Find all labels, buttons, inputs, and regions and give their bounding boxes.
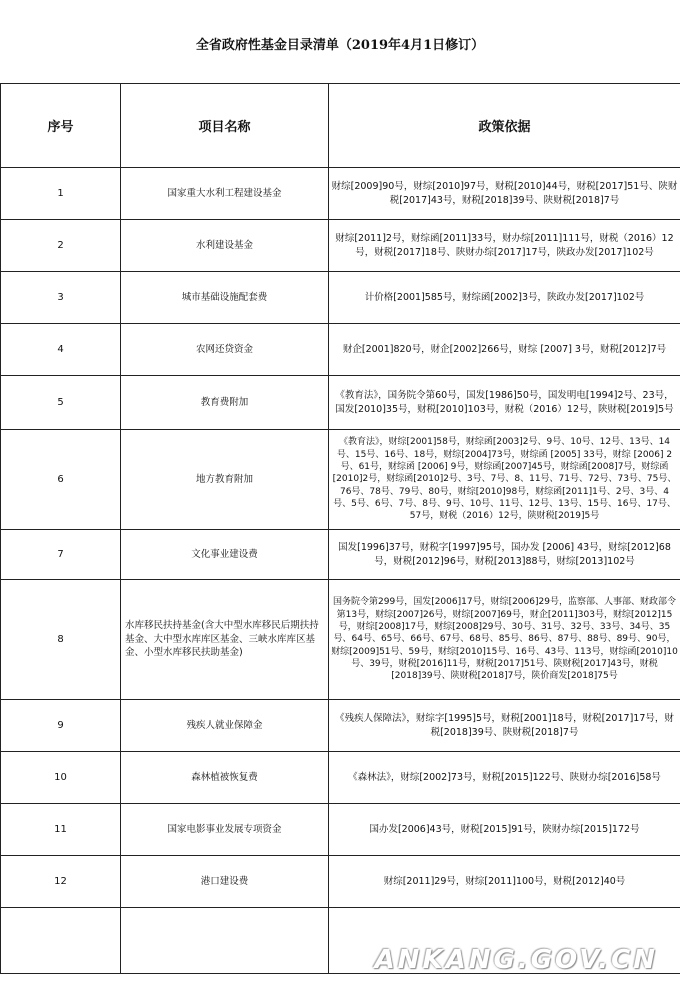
empty-cell <box>1 908 121 974</box>
row-name: 国家重大水利工程建设基金 <box>121 168 329 220</box>
row-no: 10 <box>1 752 121 804</box>
table-row <box>1 168 680 220</box>
row-basis: 《森林法》，财综[2002]73号，财税[2015]122号、陕财办综[2016]58号 <box>329 752 680 804</box>
row-name: 水库移民扶持基金(含大中型水库移民后期扶持基金、大中型水库库区基金、三峡水库库区基金、小型水库移民扶助基金) <box>121 580 329 700</box>
row-no: 3 <box>1 272 121 324</box>
row-name: 水利建设基金 <box>121 220 329 272</box>
row-no: 8 <box>1 580 121 700</box>
table-row <box>1 580 680 700</box>
row-basis: 财综[2009]90号，财综[2010]97号，财税[2010]44号，财税[2017]51号、陕财税[2017]43号，财税[2018]39号、陕财税[2018]7号 <box>329 168 680 220</box>
fund-catalog-table <box>0 83 680 974</box>
table-row <box>1 220 680 272</box>
page-title: 全省政府性基金目录清单（2019年4月1日修订） <box>195 38 485 53</box>
row-no: 12 <box>1 856 121 908</box>
header-name: 项目名称 <box>121 84 329 168</box>
row-name: 港口建设费 <box>121 856 329 908</box>
header-basis: 政策依据 <box>329 84 680 168</box>
table-row <box>1 324 680 376</box>
row-basis: 《教育法》，财综[2001]58号，财综函[2003]2号、9号、10号、12号、13号、14号、15号、16号、18号，财综[2004]73号，财综函 [2005] 33号，财综 [2006] 2号、61号，财综函 [2006] 9号，财综函[2007]45号，财综函[2008]7号，财综函[2010]2号，财综函[2010]2号、3号、7号、8、11号、71号、72号、73号、75号、76号、78号、79号、80号，财综[2010]98号，财综函[2011]1号、2号、3号、4号、5号、6号、7号、8号、9号、10号、11号、12号、13号、15号、16号、17号、57号，财税（2016）12号，陕财税[2019]5号 <box>329 430 680 530</box>
table-row <box>1 530 680 580</box>
table-row <box>1 272 680 324</box>
row-no: 4 <box>1 324 121 376</box>
table-row <box>1 856 680 908</box>
row-name: 国家电影事业发展专项资金 <box>121 804 329 856</box>
table-row <box>1 376 680 430</box>
row-basis: 财综[2011]2号，财综函[2011]33号，财办综[2011]111号，财税（2016）12号，财税[2017]18号、陕财办综[2017]17号，陕政办发[2017]102号 <box>329 220 680 272</box>
row-basis: 计价格[2001]585号，财综函[2002]3号，陕政办发[2017]102号 <box>329 272 680 324</box>
row-basis: 国务院令第299号，国发[2006]17号，财综[2006]29号，监察部、人事部、财政部令第13号，财综[2007]26号，财综[2007]69号，财企[2011]303号，财综[2012]15号，财综[2008]17号，财综[2008]29号、30号、31号、32号、33号、34号、35号、64号、65号、66号、67号、68号、85号、86号、87号、88号、89号、90号，财综[2009]51号、59号，财综[2010]15号、16号、43号、113号，财综函[2010]10号、39号，财税[2016]11号，财税[2017]51号、陕财税[2017]43号，财税[2018]39号、陕财税[2018]7号，陕价商发[2018]75号 <box>329 580 680 700</box>
table-row <box>1 430 680 530</box>
row-no: 11 <box>1 804 121 856</box>
row-basis: 《残疾人保障法》，财综字[1995]5号，财税[2001]18号，财税[2017]17号，财税[2018]39号、陕财税[2018]7号 <box>329 700 680 752</box>
row-no: 1 <box>1 168 121 220</box>
row-no: 6 <box>1 430 121 530</box>
row-no: 5 <box>1 376 121 430</box>
header-no: 序号 <box>1 84 121 168</box>
row-basis: 国办发[2006]43号，财税[2015]91号，陕财办综[2015]172号 <box>329 804 680 856</box>
row-name: 城市基础设施配套费 <box>121 272 329 324</box>
row-no: 7 <box>1 530 121 580</box>
row-basis: 《教育法》，国务院令第60号，国发[1986]50号，国发明电[1994]2号、23号，国发[2010]35号，财税[2010]103号，财税（2016）12号，陕财税[2019]5号 <box>329 376 680 430</box>
table-row <box>1 700 680 752</box>
row-no: 2 <box>1 220 121 272</box>
row-name: 文化事业建设费 <box>121 530 329 580</box>
table-header-row <box>1 84 680 168</box>
row-basis: 国发[1996]37号，财税字[1997]95号，国办发 [2006] 43号，财综[2012]68号，财税[2012]96号，财税[2013]88号，财综[2013]102号 <box>329 530 680 580</box>
row-name: 教育费附加 <box>121 376 329 430</box>
row-name: 地方教育附加 <box>121 430 329 530</box>
row-name: 森林植被恢复费 <box>121 752 329 804</box>
table-row <box>1 804 680 856</box>
row-name: 农网还贷资金 <box>121 324 329 376</box>
row-name: 残疾人就业保障金 <box>121 700 329 752</box>
site-watermark: ANKANG.GOV.CN <box>374 945 658 975</box>
row-no: 9 <box>1 700 121 752</box>
row-basis: 财综[2011]29号，财综[2011]100号，财税[2012]40号 <box>329 856 680 908</box>
empty-cell <box>121 908 329 974</box>
table-row <box>1 752 680 804</box>
row-basis: 财企[2001]820号，财企[2002]266号，财综 [2007] 3号，财税[2012]7号 <box>329 324 680 376</box>
